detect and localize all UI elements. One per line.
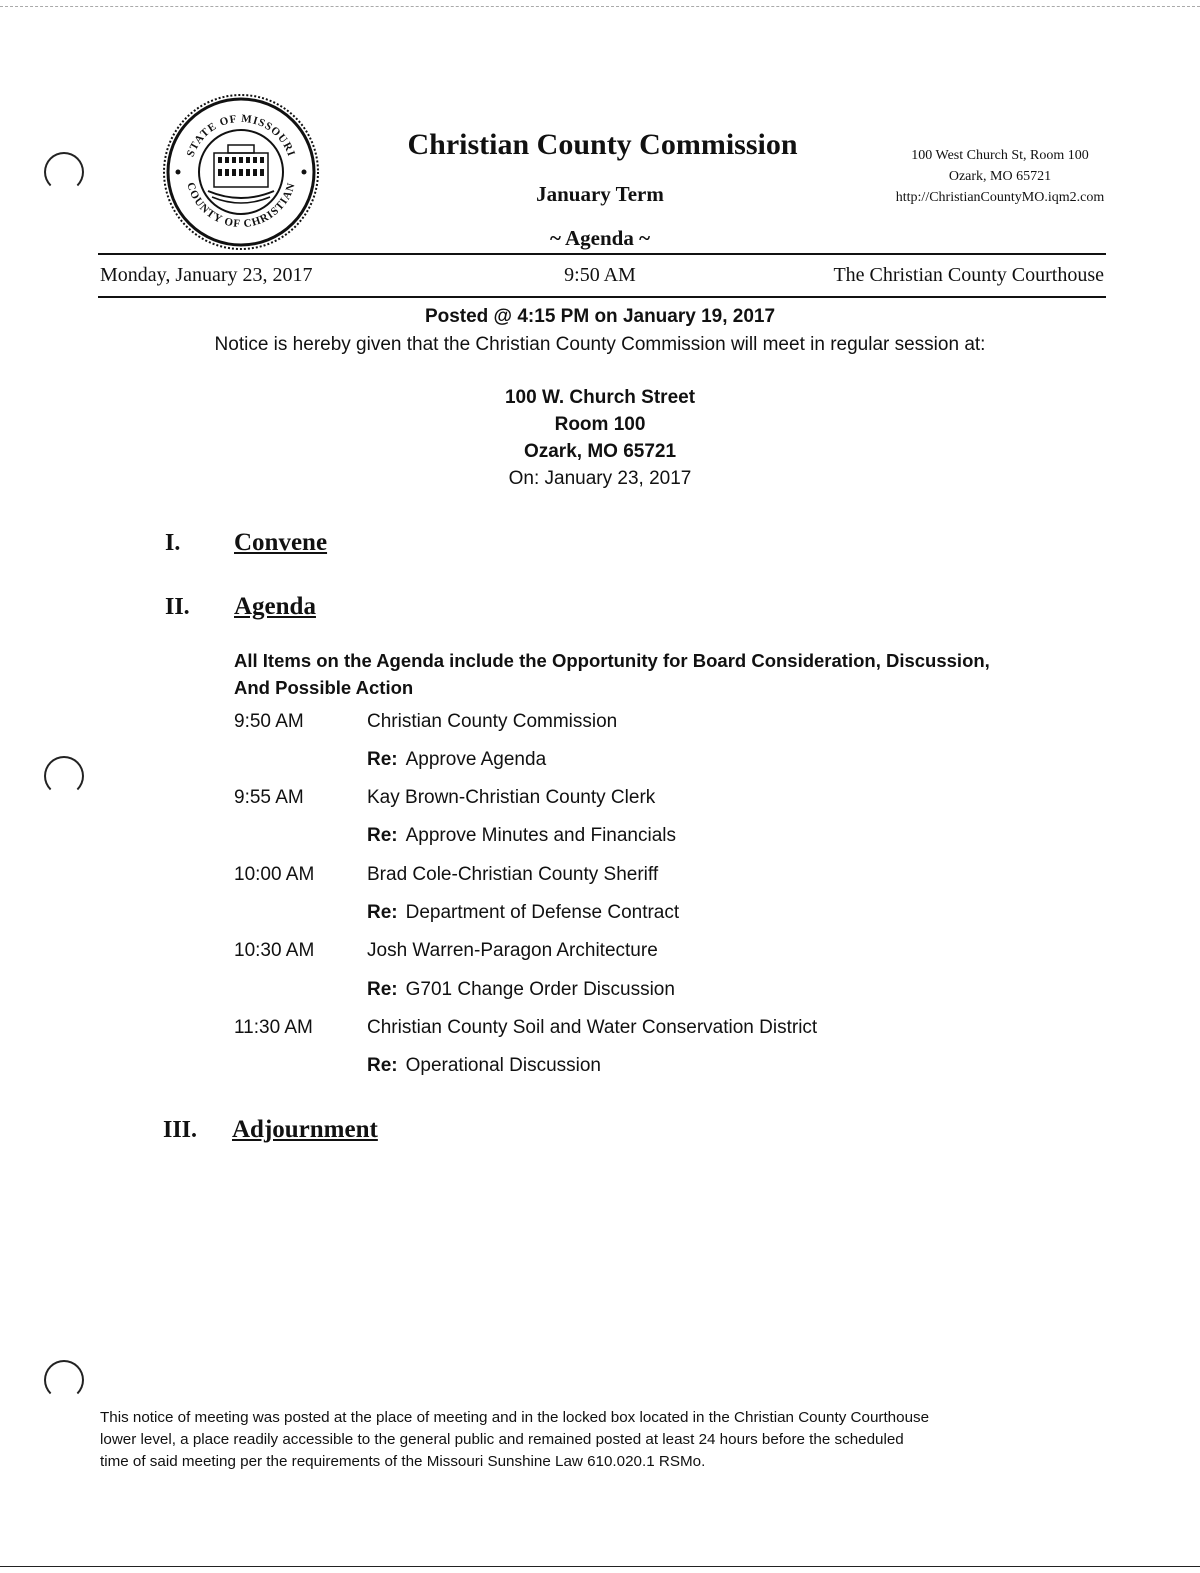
address-line-2: Ozark, MO 65721 — [948, 169, 1052, 184]
re-label: Re: — [367, 979, 398, 1000]
item-presenter: Kay Brown-Christian County Clerk — [367, 787, 656, 808]
header-rule-bottom — [98, 296, 1106, 298]
agenda-note-line-2: And Possible Action — [234, 677, 414, 698]
item-subject: G701 Change Order Discussion — [405, 979, 675, 1000]
re-label: Re: — [367, 1055, 398, 1076]
section-number: III. — [163, 1117, 198, 1143]
section-number: II. — [165, 594, 190, 620]
item-re — [367, 1055, 601, 1077]
item-subject: Department of Defense Contract — [405, 902, 680, 923]
scan-top-line — [0, 6, 1200, 7]
meeting-address-street: 100 W. Church Street — [504, 387, 696, 408]
item-re — [367, 979, 675, 1001]
item-presenter: Brad Cole-Christian County Sheriff — [367, 864, 659, 885]
item-re — [367, 825, 676, 847]
footer-line-2: lower level, a place readily accessible to the general public and remained posted at least 24 hours before the scheduled — [100, 1431, 904, 1448]
binder-hole-top — [44, 152, 84, 192]
item-time: 9:50 AM — [234, 711, 304, 732]
item-time: 10:30 AM — [234, 940, 315, 961]
meeting-date: Monday, January 23, 2017 — [100, 264, 313, 286]
meeting-address-room: Room 100 — [554, 414, 646, 435]
meeting-address-date: On: January 23, 2017 — [508, 468, 692, 489]
item-time: 10:00 AM — [234, 864, 315, 885]
item-presenter: Josh Warren-Paragon Architecture — [367, 940, 658, 961]
svg-text:COUNTY OF CHRISTIAN: COUNTY OF CHRISTIAN — [184, 180, 298, 231]
scan-bottom-line — [0, 1566, 1200, 1567]
posting-footer — [100, 1407, 1060, 1473]
agenda-note-line-1: All Items on the Agenda include the Opportunity for Board Consideration, Discussion, — [234, 650, 990, 671]
item-subject: Operational Discussion — [405, 1055, 601, 1076]
agenda-note — [234, 647, 1054, 701]
footer-line-3: time of said meeting per the requirements of the Missouri Sunshine Law 610.020.1 RSMo. — [100, 1453, 706, 1470]
re-label: Re: — [367, 749, 398, 770]
re-label: Re: — [367, 825, 398, 846]
item-time: 11:30 AM — [234, 1017, 313, 1038]
address-line-1: 100 West Church St, Room 100 — [911, 148, 1089, 163]
svg-text:STATE OF MISSOURI: STATE OF MISSOURI — [184, 112, 298, 159]
website-link[interactable]: http://ChristianCountyMO.iqm2.com — [895, 190, 1105, 205]
item-re — [367, 902, 679, 924]
section-number: I. — [165, 530, 181, 556]
header-address — [860, 145, 1140, 208]
agenda-label: ~ Agenda ~ — [549, 226, 651, 250]
section-title-convene: Convene — [234, 529, 328, 556]
binder-hole-middle — [44, 756, 84, 796]
item-time: 9:55 AM — [234, 787, 304, 808]
item-subject: Approve Minutes and Financials — [405, 825, 676, 846]
county-seal-icon — [162, 93, 320, 251]
meeting-time: 9:50 AM — [564, 264, 636, 286]
term-label: January Term — [536, 182, 664, 206]
posted-notice: Posted @ 4:15 PM on January 19, 2017 — [424, 306, 776, 327]
section-title-agenda: Agenda — [234, 593, 316, 620]
item-re — [367, 749, 546, 771]
item-subject: Approve Agenda — [405, 749, 547, 770]
header-rule-top — [98, 253, 1106, 255]
meeting-location: The Christian County Courthouse — [833, 264, 1104, 286]
section-title-adjournment: Adjournment — [232, 1116, 378, 1143]
item-presenter: Christian County Commission — [367, 711, 618, 732]
item-presenter: Christian County Soil and Water Conservation District — [367, 1017, 818, 1038]
commission-title: Christian County Commission — [407, 128, 798, 161]
footer-line-1: This notice of meeting was posted at the place of meeting and in the locked box located in the Christian County Courthouse — [100, 1409, 930, 1426]
meeting-address-city: Ozark, MO 65721 — [523, 441, 677, 462]
notice-text: Notice is hereby given that the Christian County Commission will meet in regular session at: — [214, 334, 986, 355]
binder-hole-bottom — [44, 1360, 84, 1400]
re-label: Re: — [367, 902, 398, 923]
